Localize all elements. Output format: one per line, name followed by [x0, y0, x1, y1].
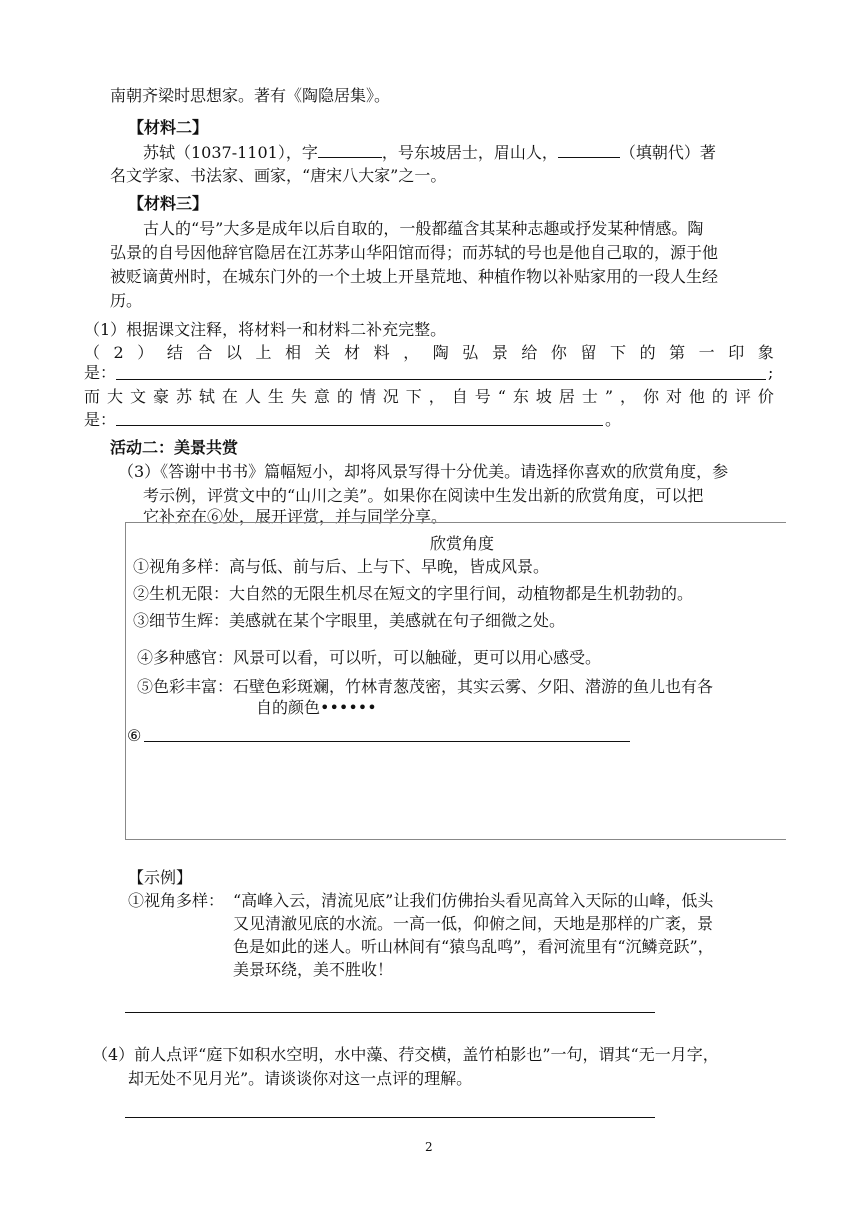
question-4-answer-line[interactable]: [125, 1117, 655, 1118]
question-2-prefix: 是：: [84, 363, 117, 382]
angle-item-continuation: 自的颜色••••••: [256, 698, 377, 717]
page-number: 2: [425, 1140, 433, 1154]
question-2-char: 况: [382, 387, 399, 406]
question-2-char: 东: [512, 387, 529, 406]
question-2-char: 人: [244, 387, 261, 406]
example-answer-line[interactable]: [125, 1012, 655, 1013]
material2-line1-a: 苏轼（1037-1101），字: [143, 143, 318, 162]
question-2-char: ”: [604, 387, 613, 406]
question-2-char: 士: [581, 387, 598, 406]
question-2-char: 合: [196, 343, 213, 362]
question-2-char: 留: [580, 343, 597, 362]
question-2-char: 大: [106, 387, 123, 406]
first-impression-answer-line[interactable]: [116, 379, 766, 380]
question-2-char: ，: [619, 387, 636, 406]
question-3-line: 考示例，评赏文中的“山川之美”。如果你在阅读中生发出新的欣赏角度，可以把: [143, 486, 704, 505]
question-2-char: ，: [428, 387, 445, 406]
question-2-char: 你: [642, 387, 659, 406]
question-2-char: 苏: [175, 387, 192, 406]
question-2-semicolon: ;: [768, 363, 774, 382]
angle-item: ③细节生辉：美感就在某个字眼里，美感就在句子细微之处。: [133, 611, 566, 630]
angle-item: ②生机无限：大自然的无限生机尽在短文的字里行间，动植物都是生机勃勃的。: [133, 584, 694, 603]
question-2-char: 陶: [432, 343, 449, 362]
question-2-char: 对: [665, 387, 682, 406]
material3-line: 古人的“号”大多是成年以后自取的，一般都蕴含其某种志趣或抒发某种情感。陶: [143, 219, 704, 238]
question-2-period: 。: [605, 410, 622, 429]
question-2-char: 相: [285, 343, 302, 362]
material2-line2: 名文学家、书法家、画家，“唐宋八大家”之一。: [110, 166, 447, 185]
question-2-char: 以: [225, 343, 242, 362]
question-2-char: “: [497, 387, 506, 406]
question-2-char: 的: [711, 387, 728, 406]
intro-tail-text: 南朝齐梁时思想家。著有《陶隐居集》。: [110, 86, 391, 105]
question-2-char: 你: [550, 343, 567, 362]
example-line: 美景环绕，美不胜收！: [233, 960, 394, 979]
activity2-heading: 活动二：美景共赏: [110, 438, 239, 457]
question-1: （1）根据课文注释，将材料一和材料二补充完整。: [84, 320, 447, 339]
question-2-char: 文: [129, 387, 146, 406]
question-2-char: 关: [314, 343, 331, 362]
material2-line1: [143, 140, 716, 165]
courtesy-name-blank[interactable]: [318, 140, 382, 158]
material2-heading: 【材料二】: [128, 118, 209, 137]
question-2-char: 豪: [152, 387, 169, 406]
question-2-char: 价: [757, 387, 774, 406]
material3-line: 被贬谪黄州时，在城东门外的一个土坡上开垦荒地、种植作物以补贴家用的一段人生经: [110, 267, 719, 286]
question-2-char: 材: [344, 343, 361, 362]
question-2-prefix-2: 是：: [84, 410, 117, 429]
question-2-char: 失: [290, 387, 307, 406]
material2-line1-b: ，号东坡居士，眉山人，: [381, 143, 558, 162]
question-2-char: 他: [688, 387, 705, 406]
question-2-char: 一: [698, 343, 715, 362]
question-2-char: 的: [336, 387, 353, 406]
question-3-line: （3）《答谢中书书》篇幅短小，却将风景写得十分优美。请选择你喜欢的欣赏角度，参: [118, 462, 729, 481]
question-2-char: 意: [313, 387, 330, 406]
question-2-char: 而: [84, 387, 101, 406]
question-2-line3: [84, 385, 774, 409]
material2-line1-c: （填朝代）著: [619, 143, 716, 162]
question-2-char: 在: [221, 387, 238, 406]
new-angle-answer-line[interactable]: [144, 741, 630, 742]
question-3-line: 它补充在⑥处，展开评赏，并与同学分享。: [143, 507, 448, 526]
question-2-char: 景: [491, 343, 508, 362]
evaluation-answer-line[interactable]: [116, 425, 603, 426]
question-2-char: 生: [267, 387, 284, 406]
question-2-char: 情: [359, 387, 376, 406]
question-2-char: 自: [451, 387, 468, 406]
angles-title: 欣赏角度: [430, 534, 495, 553]
example-line: 又见清澈见底的水流。一高一低，仰俯之间，天地是那样的广袤，景: [233, 914, 714, 933]
angle-item-6-label: ⑥: [127, 726, 142, 745]
question-2-char: ，: [403, 343, 420, 362]
question-2-char: 评: [734, 387, 751, 406]
angle-item: ④多种感官：风景可以看，可以听，可以触碰，更可以用心感受。: [137, 648, 602, 667]
angle-item: ①视角多样：高与低、前与后、上与下、早晚，皆成风景。: [133, 557, 550, 576]
question-2-char: 居: [558, 387, 575, 406]
angle-item: ⑤色彩丰富：石壁色彩斑斓，竹林青葱茂密，其实云雾、夕阳、潜游的鱼儿也有各: [137, 677, 714, 696]
question-2-char: （: [84, 343, 101, 362]
dynasty-blank[interactable]: [558, 140, 620, 158]
question-2-char: 料: [373, 343, 390, 362]
question-4-line: （4）前人点评“庭下如积水空明，水中藻、荇交横，盖竹柏影也”一句，谓其“无一月字，: [92, 1045, 719, 1064]
material3-line: 弘景的自号因他辞官隐居在江苏茅山华阳馆而得；而苏轼的号也是他自己取的，源于他: [110, 243, 719, 262]
question-2-char: 轼: [198, 387, 215, 406]
question-2-char: ）: [137, 343, 154, 362]
question-2-char: 坡: [535, 387, 552, 406]
example-line: “高峰入云，清流见底”让我们仿佛抬头看见高耸入天际的山峰，低头: [233, 891, 714, 910]
question-4-line: 却无处不见月光”。请谈谈你对这一点评的理解。: [128, 1069, 473, 1088]
question-2-char: 号: [474, 387, 491, 406]
question-2-char: 象: [757, 343, 774, 362]
example-heading: 【示例】: [128, 868, 193, 887]
example-label: ①视角多样：: [128, 891, 225, 910]
question-2-char: 2: [113, 343, 124, 362]
question-2-line1: [84, 341, 774, 365]
material3-heading: 【材料三】: [128, 194, 209, 213]
question-2-char: 第: [669, 343, 686, 362]
example-line: 色是如此的迷人。听山林间有“猿鸟乱鸣”，看河流里有“沉鳞竞跃”，: [233, 937, 714, 956]
question-2-char: 的: [639, 343, 656, 362]
question-2-char: 下: [610, 343, 627, 362]
question-2-char: 印: [728, 343, 745, 362]
question-2-char: 上: [255, 343, 272, 362]
question-2-char: 下: [405, 387, 422, 406]
question-2-char: 结: [166, 343, 183, 362]
material3-line: 历。: [110, 291, 143, 310]
question-2-char: 弘: [462, 343, 479, 362]
question-2-char: 给: [521, 343, 538, 362]
